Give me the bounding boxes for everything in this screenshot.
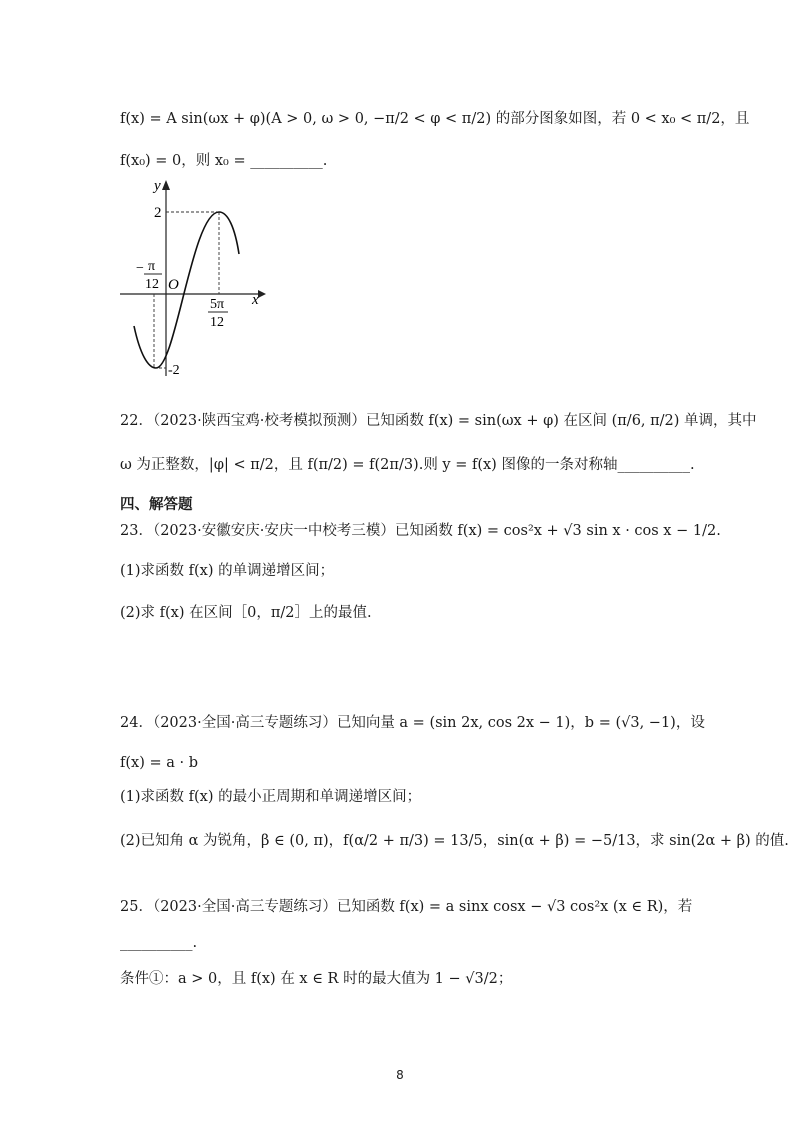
q25-condition-1: 条件①：a > 0，且 f(x) 在 x ∈ R 时的最大值为 1 − √3/2； (120, 971, 513, 987)
page-number: 8 (396, 1068, 404, 1082)
q21-line-1: f(x) = A sin(ωx + φ)(A > 0, ω > 0, −π/2 < φ < π/2) 的部分图象如图，若 0 < x₀ < π/2，且 (120, 111, 750, 127)
right-tick-numerator: 5π (210, 297, 225, 312)
right-tick-denominator: 12 (210, 315, 224, 330)
min-value-label: -2 (168, 363, 180, 378)
q22-line-1: 22．（2023·陕西宝鸡·校考模拟预测）已知函数 f(x) = sin(ωx + φ) 在区间 (π/6, π/2) 单调，其中 (120, 413, 757, 429)
max-value-label: 2 (154, 205, 162, 221)
q22-line-2: ω 为正整数，|φ| < π/2，且 f(π/2) = f(2π/3).则 y = f(x) 图像的一条对称轴__________. (120, 457, 695, 473)
left-tick-denominator: 12 (145, 277, 159, 292)
q24-line-2: f(x) = a · b (120, 755, 198, 771)
left-tick-numerator: π (148, 259, 156, 274)
q23-part-1: (1)求函数 f(x) 的单调递增区间； (120, 563, 335, 579)
sine-graph (118, 176, 268, 386)
y-axis-label: y (154, 178, 161, 194)
x-axis-label: x (252, 292, 259, 308)
q25-line-2: __________. (120, 935, 198, 951)
q23-part-2: (2)求 f(x) 在区间［0，π/2］上的最值. (120, 605, 372, 621)
q24-line-1: 24．（2023·全国·高三专题练习）已知向量 a = (sin 2x, cos 2x − 1)，b = (√3, −1)，设 (120, 715, 705, 731)
q25-line-1: 25．（2023·全国·高三专题练习）已知函数 f(x) = a sinx cosx − √3 cos²x (x ∈ R)，若 (120, 899, 693, 915)
q21-line-2: f(x₀) = 0，则 x₀ = __________. (120, 153, 328, 169)
y-axis-arrow (162, 180, 170, 190)
section-4-title: 四、解答题 (120, 497, 193, 513)
left-tick-sign: − (136, 261, 144, 276)
q23-line-1: 23．（2023·安徽安庆·安庆一中校考三模）已知函数 f(x) = cos²x + √3 sin x · cos x − 1/2. (120, 523, 721, 539)
x-axis-arrow (258, 290, 266, 298)
q24-part-2: (2)已知角 α 为锐角，β ∈ (0, π)，f(α/2 + π/3) = 13/5，sin(α + β) = −5/13，求 sin(2α + β) 的值. (120, 833, 789, 849)
origin-label: O (168, 277, 179, 293)
q24-part-1: (1)求函数 f(x) 的最小正周期和单调递增区间； (120, 789, 422, 805)
